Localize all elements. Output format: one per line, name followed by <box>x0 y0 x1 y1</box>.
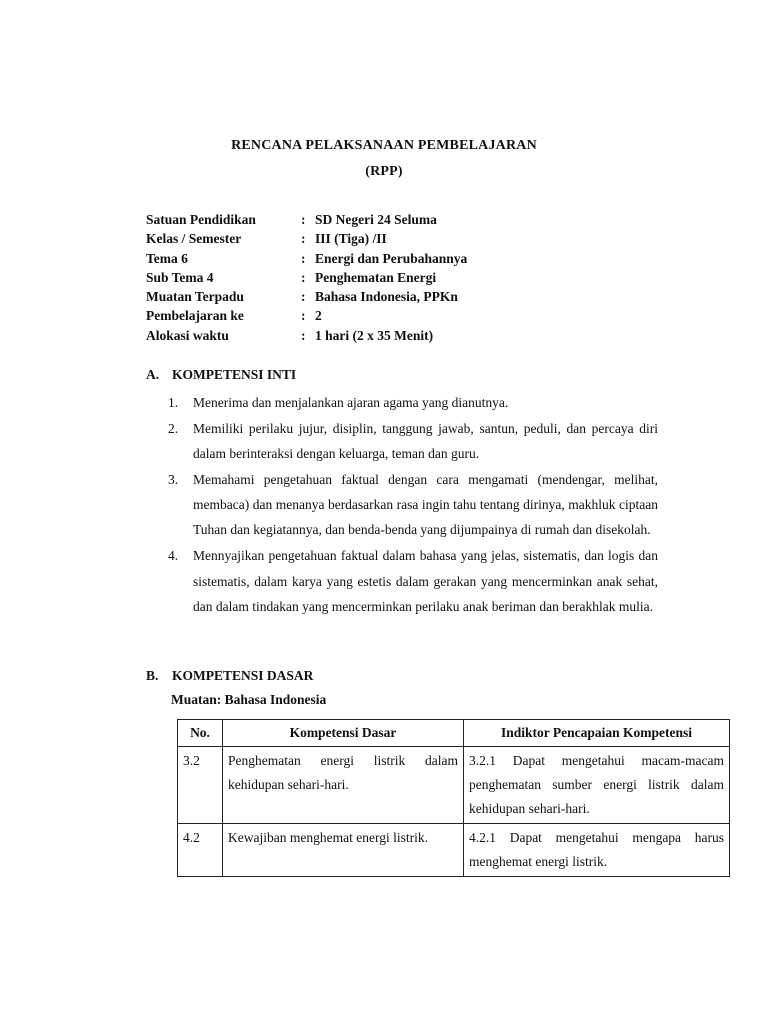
list-item <box>168 467 658 543</box>
list-text: Memahami pengetahuan faktual dengan cara mengamati (mendengar, melihat, membaca) dan menanya berdasarkan rasa ingin tahu tentang dirinya, makhluk ciptaan Tuhan dan kegiatannya, dan benda-benda yang dijumpainya di rumah dan disekolah. <box>193 471 658 538</box>
identity-key: Sub Tema 4 <box>146 269 214 285</box>
list-text: Mennyajikan pengetahuan faktual dalam bahasa yang jelas, sistematis, dan logis dan sistematis, dalam karya yang estetis dalam gerakan yang mencerminkan anak sehat, dan dalam tindakan yang mencerminkan perilaku anak beriman dan berakhlak mulia. <box>193 548 658 614</box>
list-text: Menerima dan menjalankan ajaran agama yang dianutnya. <box>193 395 509 410</box>
identity-key: Satuan Pendidikan <box>146 212 256 227</box>
identity-row <box>146 308 467 327</box>
identity-colon: : <box>301 327 306 343</box>
identity-value: SD Negeri 24 Seluma <box>315 212 437 227</box>
cell-indikator: 3.2.1 Dapat mengetahui macam-macam penghematan sumber energi listrik dalam kehidupan sehari-hari. <box>464 747 730 824</box>
document-subtitle: (RPP) <box>365 164 403 179</box>
identity-colon: : <box>301 250 306 266</box>
identity-row <box>146 231 467 250</box>
document-title: RENCANA PELAKSANAAN PEMBELAJARAN <box>231 138 537 153</box>
section-heading-kompetensi-dasar <box>146 668 313 684</box>
identity-row <box>146 289 467 308</box>
list-number: 4. <box>168 548 179 564</box>
section-title: KOMPETENSI DASAR <box>172 668 314 683</box>
kompetensi-inti-list <box>168 390 658 620</box>
identity-row <box>146 270 467 289</box>
identity-colon: : <box>301 269 306 285</box>
section-heading-kompetensi-inti <box>146 367 296 383</box>
identity-key: Muatan Terpadu <box>146 289 244 305</box>
header-indikator: Indiktor Pencapaian Kompetensi <box>464 720 730 747</box>
identity-colon: : <box>301 308 306 324</box>
list-item <box>168 543 658 619</box>
list-number: 1. <box>168 395 179 410</box>
list-number: 3. <box>168 471 179 487</box>
table-row <box>178 747 730 824</box>
identity-value: Energi dan Perubahannya <box>315 250 468 266</box>
list-number: 2. <box>168 420 179 436</box>
table-header-row <box>178 720 730 747</box>
header-no: No. <box>178 720 223 747</box>
identity-row <box>146 328 467 347</box>
identity-colon: : <box>301 289 306 305</box>
identity-value: III (Tiga) /II <box>315 231 387 247</box>
identity-value: 1 hari (2 x 35 Menit) <box>315 327 434 343</box>
cell-indikator: 4.2.1 Dapat mengetahui mengapa harus menghemat energi listrik. <box>464 824 730 877</box>
table-row <box>178 824 730 877</box>
list-text: Memiliki perilaku jujur, disiplin, tanggung jawab, santun, peduli, dan percaya diri dalam berinteraksi dengan keluarga, teman dan guru. <box>193 420 658 462</box>
identity-row <box>146 251 467 270</box>
identity-key: Kelas / Semester <box>146 231 242 247</box>
identity-value: 2 <box>315 308 322 324</box>
cell-no: 3.2 <box>178 747 223 824</box>
identity-row <box>146 212 467 231</box>
identity-key: Pembelajaran ke <box>146 308 244 324</box>
identity-table <box>146 212 467 347</box>
cell-kompetensi-dasar: Penghematan energi listrik dalam kehidupan sehari-hari. <box>223 747 464 824</box>
cell-no: 4.2 <box>178 824 223 877</box>
section-title: KOMPETENSI INTI <box>172 367 297 382</box>
subject-heading: Muatan: Bahasa Indonesia <box>171 692 327 707</box>
identity-value: Penghematan Energi <box>315 269 437 285</box>
identity-value: Bahasa Indonesia, PPKn <box>315 289 458 305</box>
list-item <box>168 416 658 467</box>
kompetensi-dasar-table <box>177 719 730 877</box>
identity-key: Alokasi waktu <box>146 327 229 343</box>
identity-colon: : <box>301 231 306 247</box>
section-letter: A. <box>146 367 160 382</box>
identity-colon: : <box>301 212 306 227</box>
list-item <box>168 390 658 415</box>
identity-key: Tema 6 <box>146 250 188 266</box>
section-letter: B. <box>146 668 159 683</box>
header-kompetensi-dasar: Kompetensi Dasar <box>223 720 464 747</box>
cell-kompetensi-dasar: Kewajiban menghemat energi listrik. <box>223 824 464 877</box>
